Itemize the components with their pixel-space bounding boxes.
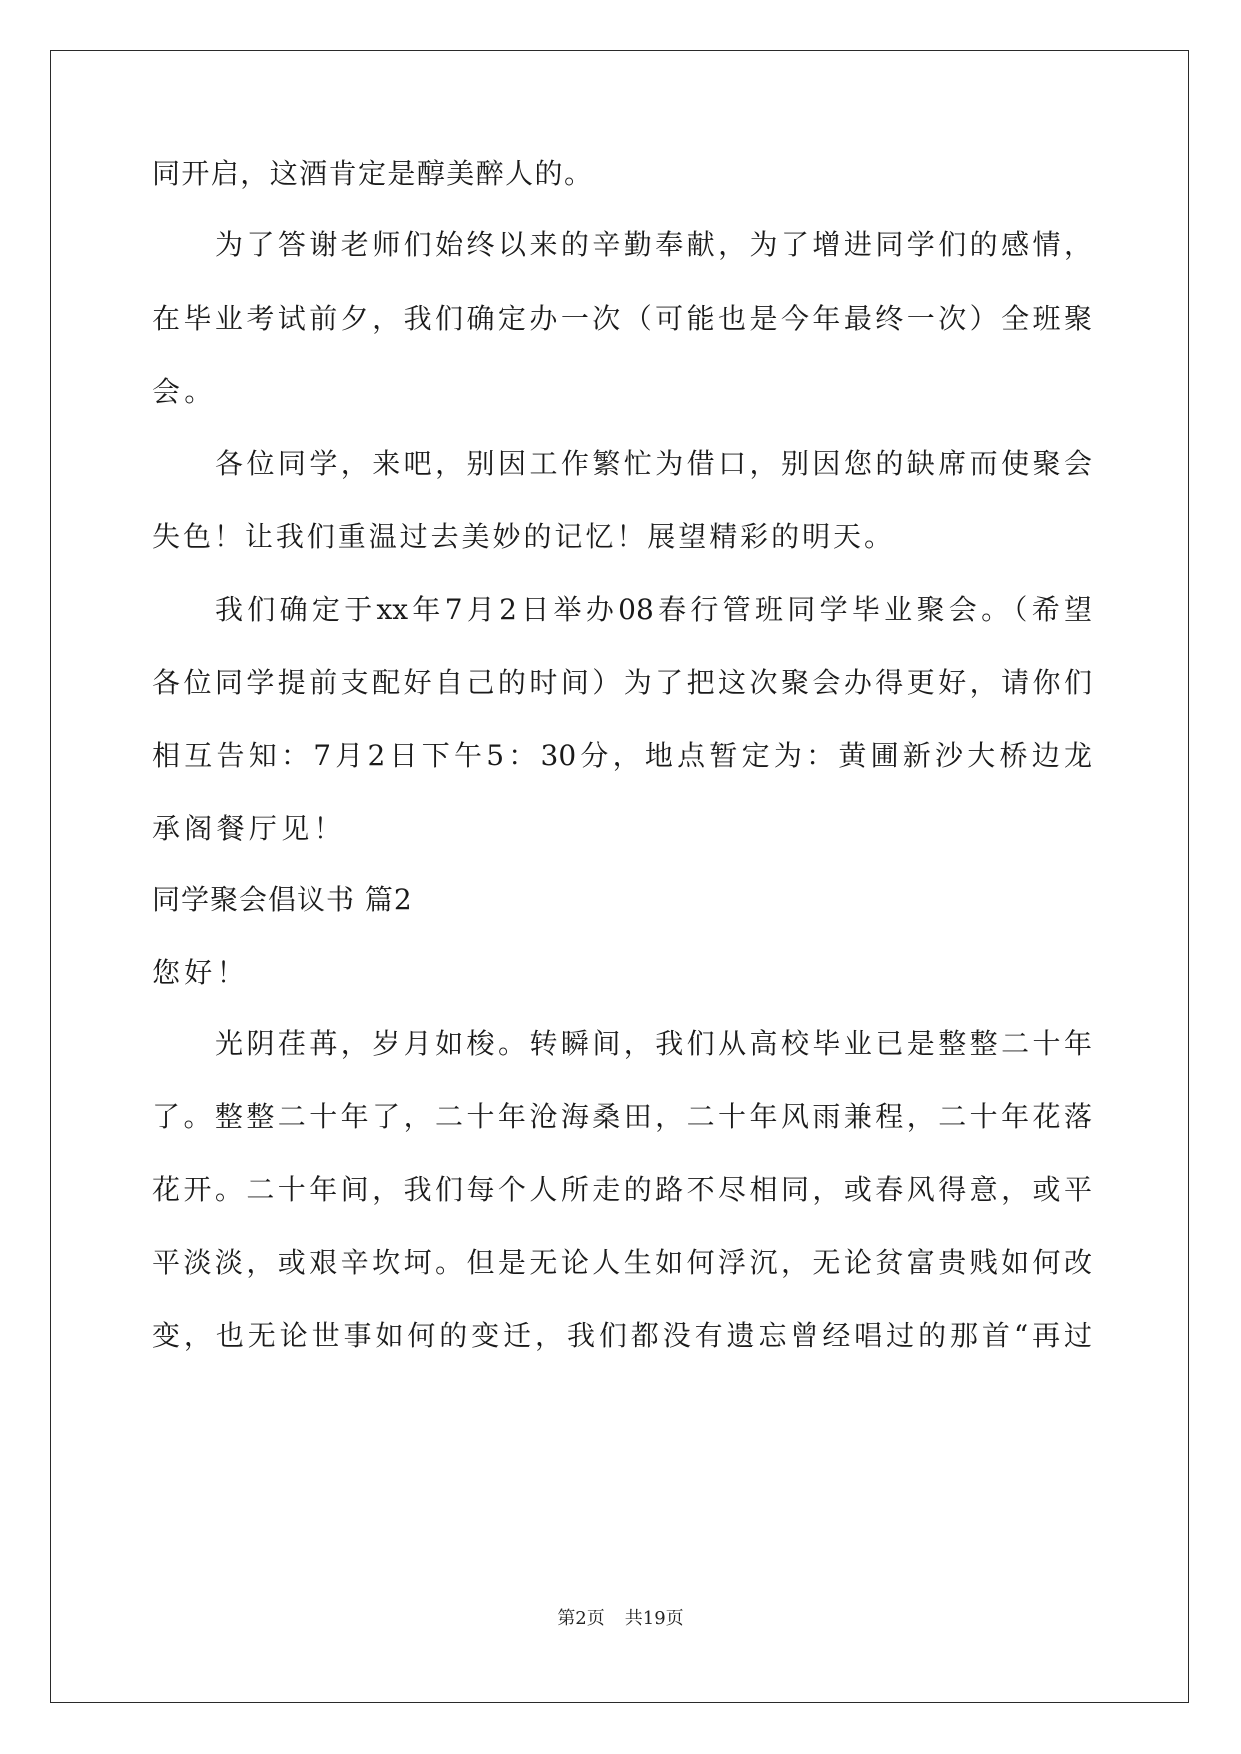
paragraph-line: 变，也无论世事如何的变迁，我们都没有遗忘曾经唱过的那首“再过 xyxy=(152,1319,1092,1352)
paragraph-line: 同开启，这酒肯定是醇美醉人的。 xyxy=(152,157,592,190)
paragraph-line: 承阁餐厅见！ xyxy=(152,812,346,845)
paragraph-line: 会。 xyxy=(152,375,217,408)
paragraph-line: 相互告知：7月2日下午5：30分，地点暂定为：黄圃新沙大桥边龙 xyxy=(152,739,1092,772)
section-heading: 同学聚会倡议书 篇2 xyxy=(152,883,413,916)
paragraph-line: 为了答谢老师们始终以来的辛勤奉献，为了增进同学们的感情， xyxy=(215,228,1092,261)
paragraph-line: 平淡淡，或艰辛坎坷。但是无论人生如何浮沉，无论贫富贵贱如何改 xyxy=(152,1246,1092,1279)
paragraph-line: 失色！让我们重温过去美妙的记忆！展望精彩的明天。 xyxy=(152,520,892,553)
paragraph-line: 了。整整二十年了，二十年沧海桑田，二十年风雨兼程，二十年花落 xyxy=(152,1100,1092,1133)
paragraph-line: 各位同学，来吧，别因工作繁忙为借口，别因您的缺席而使聚会 xyxy=(215,447,1092,480)
page-number: 第2页 xyxy=(557,1608,605,1629)
paragraph-line: 在毕业考试前夕，我们确定办一次（可能也是今年最终一次）全班聚 xyxy=(152,302,1092,335)
page-count: 共19页 xyxy=(624,1608,684,1629)
paragraph-line: 我们确定于xx年7月2日举办08春行管班同学毕业聚会。（希望 xyxy=(215,593,1092,626)
paragraph-line: 各位同学提前支配好自己的时间）为了把这次聚会办得更好，请你们 xyxy=(152,666,1092,699)
page-border xyxy=(50,50,1189,1703)
salutation: 您好！ xyxy=(152,956,249,989)
paragraph-line: 光阴荏苒，岁月如梭。转瞬间，我们从高校毕业已是整整二十年 xyxy=(215,1027,1092,1060)
page-footer xyxy=(0,1607,1241,1631)
paragraph-line: 花开。二十年间，我们每个人所走的路不尽相同，或春风得意，或平 xyxy=(152,1173,1092,1206)
